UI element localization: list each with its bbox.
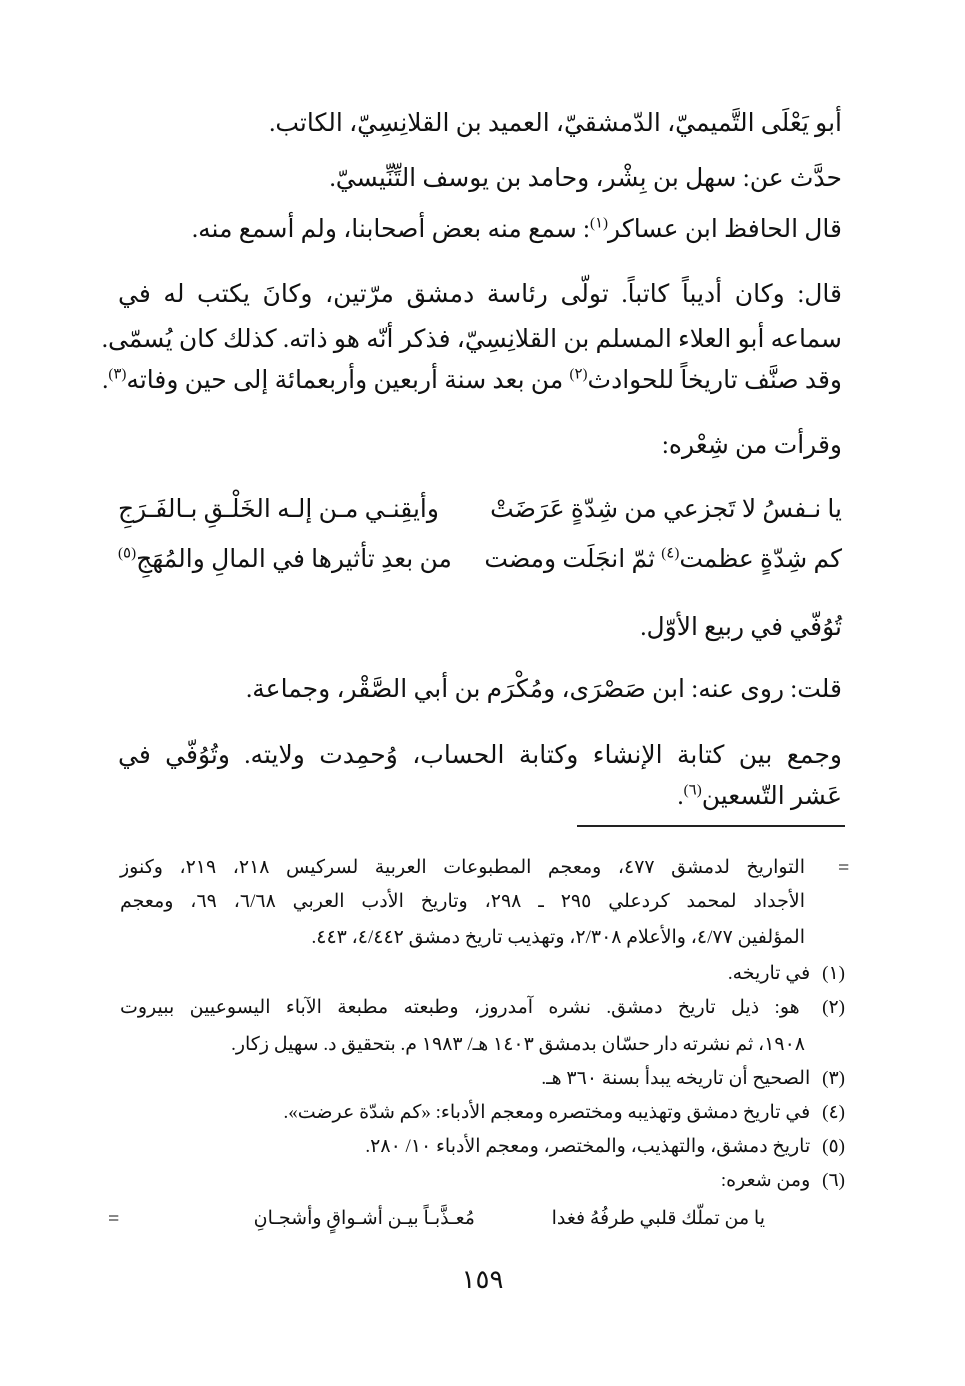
para1-line-2: سماعه أبو العلاء المسلم بن القلانِسِيّ، فذكر أنّه هو ذاته. كذلك كان يُسمّى. [101, 326, 842, 353]
footnote-ref-1: (١) [589, 215, 609, 232]
footnote-number: (٤) [822, 1102, 845, 1123]
footnote-continued-1: التواريخ لدمشق ٤٧٧، ومعجم المطبوعات العربية لسركيس ٢١٨، ٢١٩، وكنوز [120, 857, 805, 878]
footnote-2-cont: ١٩٠٨، ثم نشرته دار حسّان بدمشق ١٤٠٣ هـ/ ١٩٨٣ م. بتحقيق د. سهيل زكار. [231, 1034, 805, 1055]
footnote-number: (٦) [822, 1170, 845, 1191]
footnote-number: (٣) [822, 1068, 845, 1089]
footnote-ref-6: (٦) [683, 782, 702, 799]
verse-2-text-a: كم شِدّةٍ عظمت [679, 546, 842, 573]
footnote-text: الصحيح أن تاريخه يبدأ بسنة ٣٦٠ هـ. [541, 1068, 811, 1089]
verse-2-second-hemistich [118, 542, 452, 578]
final-line-2 [677, 779, 842, 815]
final-text-b: . [677, 783, 684, 810]
para1-text-a: وقد صنَّف تاريخاً للحوادث [587, 367, 842, 394]
para1-text-b: من بعد سنة أربعين وأربعمائة إلى حين وفاته [126, 367, 570, 394]
death-line: تُوُفّي في ربيع الأوّل. [640, 614, 842, 641]
footnote-ref-4: (٤) [661, 545, 680, 562]
line3-text-end: : سمع منه بعض أصحابنا، ولم أسمع منه. [191, 216, 590, 243]
verse-2 [118, 542, 842, 578]
footnote-3 [541, 1064, 845, 1094]
footnote-5 [365, 1132, 845, 1162]
line3-text: قال الحافظ ابن عساكر [608, 216, 842, 243]
footnote-text: ومن شعره: [720, 1170, 811, 1191]
footnote-ref-2: (٢) [569, 366, 588, 383]
footnote-text: هو: ذيل تاريخ دمشق. نشره آمدروز، وطبعته مطبعة الآباء اليسوعيين ببيروت [120, 997, 800, 1018]
final-text-a: عَشر التّسعين [701, 783, 842, 810]
verse-1 [118, 492, 842, 528]
footnote-text: في تاريخ دمشق وتهذيبه ومختصره ومعجم الأدباء: «كم شدّة عرضت». [283, 1102, 811, 1123]
bio-line-3 [192, 212, 842, 248]
verse-2-text-c: من بعدِ تأثيرها في المالِ والمُهَجِ [136, 546, 452, 573]
para1-line-1: قال: وكان أديباً كاتباً. تولّى رئاسة دمشق مرّتين، وكانَ يكتب له في [118, 281, 842, 308]
qultu-line: قلت: روى عنه: ابن صَصْرَى، ومُكْرَم بن أبي الصَّقْر، وجماعة. [246, 676, 842, 703]
footnote-continued-3: المؤلفين ٤/٧٧، والأعلام ٢/٣٠٨، وتهذيب تاريخ دمشق ٤/٤٤٢، ٤٤٣. [311, 927, 805, 948]
verse-1-first-hemistich: يا نـفسُ لا تَجزعي من شِدّةٍ عَرَضَتْ [490, 496, 842, 523]
verse-1-second-hemistich: وأيقِنـي مـن إلـه الخَلْـقِ بـالفَـرَجِ [118, 496, 439, 523]
continuation-mark-end: = [108, 1208, 120, 1230]
footnote-number: (٥) [822, 1136, 845, 1157]
footnote-1 [728, 959, 845, 989]
footnote-4 [283, 1098, 845, 1128]
footnote-6 [721, 1166, 845, 1196]
footnote-verse-first-hemistich: يا من تملّك قلبي طرفُهُ فغدا [551, 1208, 765, 1229]
footnote-number: (٢) [822, 997, 845, 1018]
footnote-text: تاريخ دمشق، والتهذيب، والمختصر، ومعجم الأدباء ١٠/ ٢٨٠. [365, 1136, 811, 1157]
footnote-2 [120, 993, 845, 1023]
footnote-continued-2: الأجداد لمحمد كردعلي ٢٩٥ ـ ٢٩٨، وتاريخ الأدب العربي ٦/٦٨، ٦٩، ومعجم [120, 891, 805, 912]
poetry-intro: وقرأت من شِعْره: [661, 432, 842, 459]
para1-text-c: . [102, 367, 109, 394]
bio-line-2: حدَّث عن: سهل بن بِشْر، وحامد بن يوسف التِّنِّيسيّ. [329, 165, 842, 192]
verse-2-text-b: ثمّ انجَلَت ومضت [484, 546, 662, 573]
page-number: ١٥٩ [461, 1265, 504, 1294]
para1-line-3 [102, 363, 842, 399]
footnote-text: في تاريخه. [727, 963, 811, 984]
bio-line-1: أبو يَعْلَى التَّميميّ، الدّمشقيّ، العميد بن القلانِسِيّ، الكاتب. [269, 110, 842, 137]
footnote-verse-second-hemistich: مُعـذَّبـاً بيـن أشـواقٍ وأشجـانِ [253, 1208, 475, 1229]
continuation-mark: = [838, 857, 850, 879]
footnote-separator [577, 825, 845, 827]
footnote-ref-3: (٣) [108, 366, 127, 383]
footnote-ref-5: (٥) [118, 545, 137, 562]
footnote-number: (١) [822, 963, 845, 984]
verse-2-first-hemistich [484, 542, 842, 578]
final-line-1: وجمع بين كتابة الإنشاء وكتابة الحساب، وُحمِدت ولايته. وتُوُفّي في [118, 742, 842, 769]
